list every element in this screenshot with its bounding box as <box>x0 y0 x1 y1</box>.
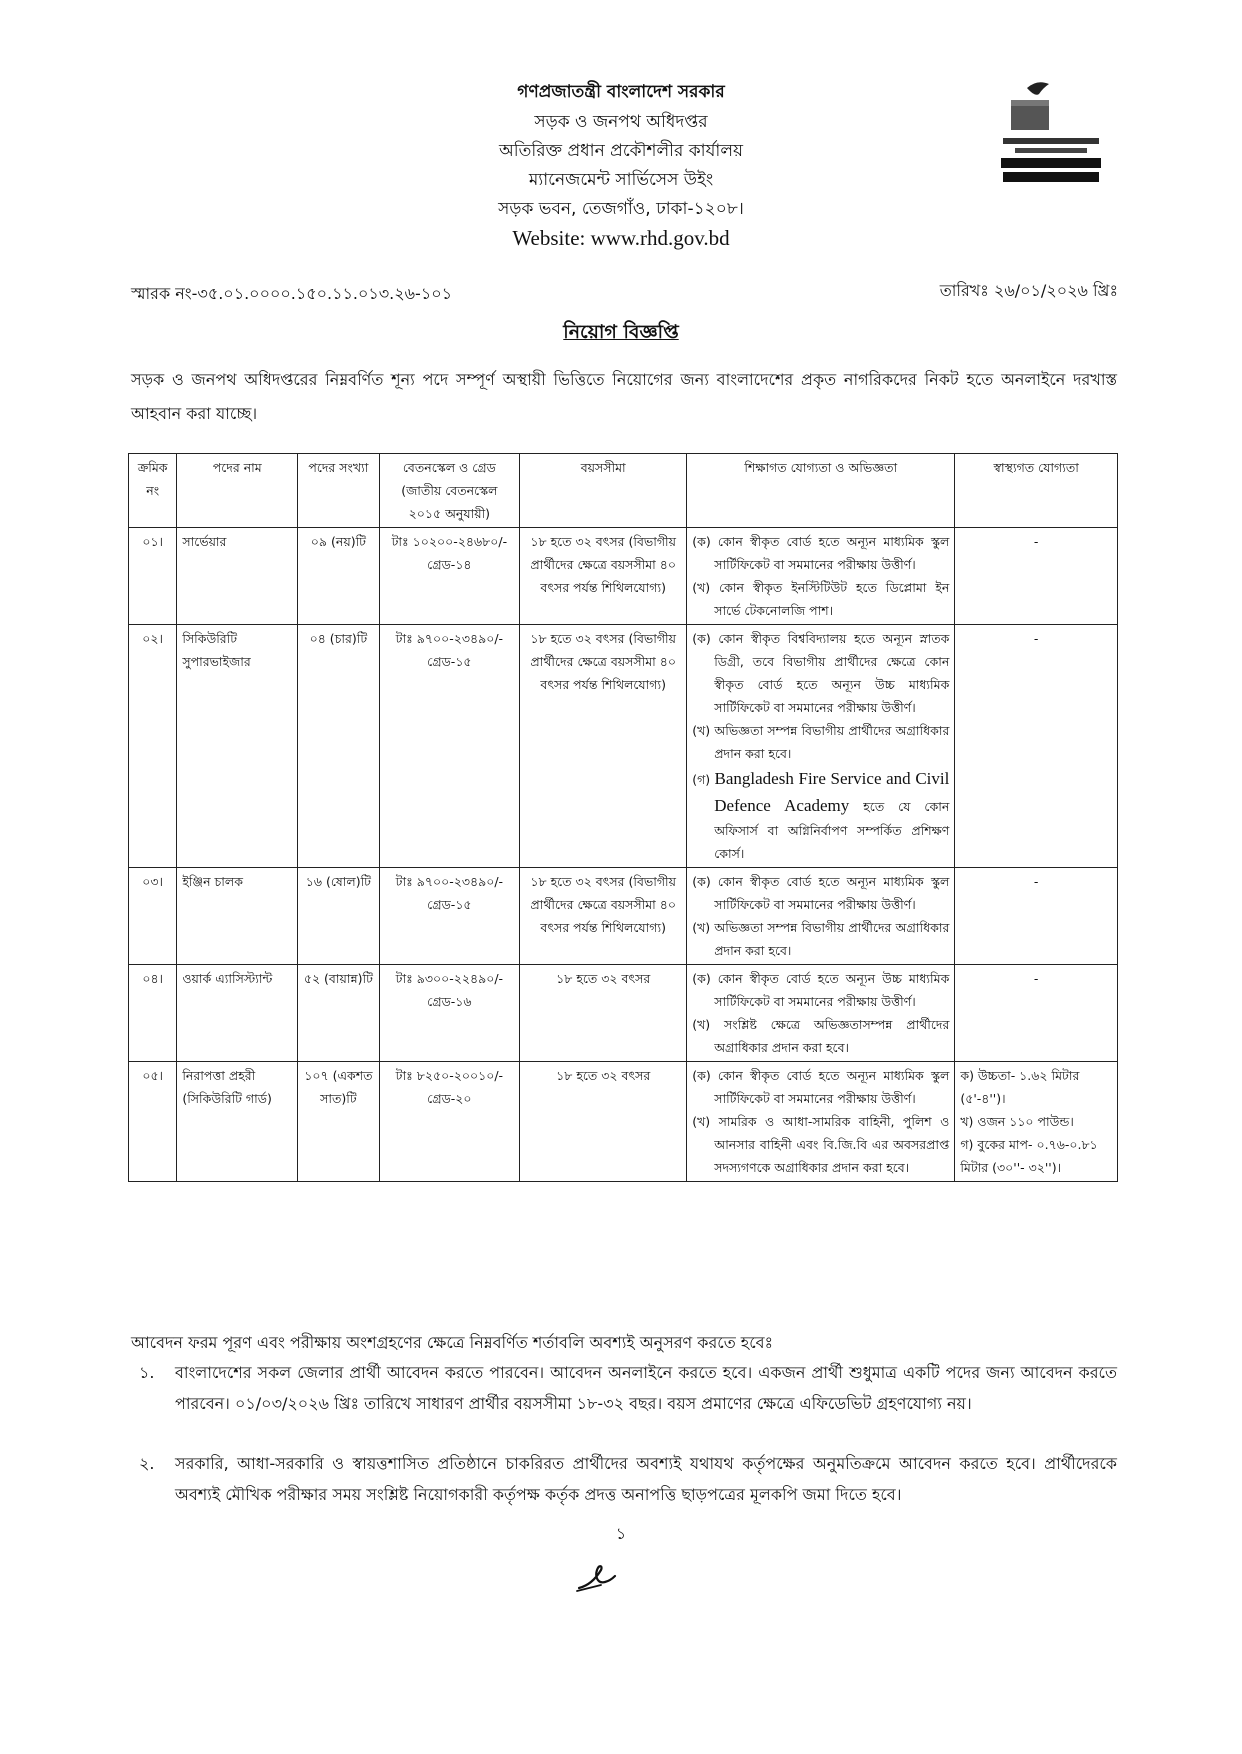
page-title: নিয়োগ বিজ্ঞপ্তি <box>563 321 679 343</box>
conditions-intro: আবেদন ফরম পূরণ এবং পরীক্ষায় অংশগ্রহণের ক্ষেত্রে নিম্নবর্ণিত শর্তাবলি অবশ্যই অনুসরণ করতে হবেঃ <box>131 1333 774 1352</box>
cell-post: ওয়ার্ক এ্যাসিস্ট্যান্ট <box>177 965 298 1062</box>
header-post: পদের নাম <box>177 454 298 528</box>
condition-item <box>131 1448 1117 1510</box>
signature-icon <box>575 1558 619 1598</box>
cell-serial: ০৫। <box>129 1062 177 1182</box>
cell-age: ১৮ হতে ৩২ বৎসর <box>520 965 687 1062</box>
cell-age: ১৮ হতে ৩২ বৎসর (বিভাগীয় প্রার্থীদের ক্ষেত্রে বয়সসীমা ৪০ বৎসর পর্যন্ত শিথিলযোগ্য) <box>520 528 687 625</box>
memo-date: তারিখঃ ২৬/০১/২০২৬ খ্রিঃ <box>939 281 1118 300</box>
header-scale: বেতনস্কেল ও গ্রেড (জাতীয় বেতনস্কেল ২০১৫ অনুযায়ী) <box>379 454 520 528</box>
cell-health <box>955 1062 1118 1182</box>
qualification-item: (ক) কোন স্বীকৃত বোর্ড হতে অন্যূন মাধ্যমিক স্কুল সার্টিফিকেট বা সমমানের পরীক্ষায় উত্তীর্ণ। <box>692 1068 950 1106</box>
qualification-item: (ক) কোন স্বীকৃত বোর্ড হতে অন্যূন মাধ্যমিক স্কুল সার্টিফিকেট বা সমমানের পরীক্ষায় উত্তীর্ণ। <box>692 874 950 912</box>
cell-qualification <box>687 965 955 1062</box>
qualification-item: (খ) সংশ্লিষ্ট ক্ষেত্রে অভিজ্ঞতাসম্পন্ন প্রার্থীদের অগ্রাধিকার প্রদান করা হবে। <box>692 1017 950 1055</box>
cell-count: ০৪ (চার)টি <box>298 625 379 868</box>
condition-text: সরকারি, আধা-সরকারি ও স্বায়ত্তশাসিত প্রতিষ্ঠানে চাকরিরত প্রার্থীদের অবশ্যই যথাযথ কর্তৃপক্ষের অনুমতিক্রমে আবেদন করতে হবে। প্রার্থীদেরকে অবশ্যই মৌখিক পরীক্ষার সময় সংশ্লিষ্ট নিয়োগকারী কর্তৃপক্ষ কর্তৃক প্রদত্ত অনাপত্তি ছাড়পত্রের মূলকপি জমা দিতে হবে। <box>175 1454 1117 1504</box>
cell-qualification <box>687 1062 955 1182</box>
qualification-item: (ক) কোন স্বীকৃত বোর্ড হতে অন্যূন উচ্চ মাধ্যমিক সার্টিফিকেট বা সমমানের পরীক্ষায় উত্তীর্ণ। <box>692 971 950 1009</box>
cell-health: - <box>955 965 1118 1062</box>
health-item: ক) উচ্চতা- ১.৬২ মিটার (৫'-৪'')। <box>960 1068 1080 1106</box>
cell-serial: ০৩। <box>129 868 177 965</box>
qualification-prefix: (গ) <box>692 772 711 787</box>
health-item: গ) বুকের মাপ- ০.৭৬-০.৮১ মিটার (৩০''- ৩২'')। <box>960 1137 1098 1175</box>
cell-serial: ০৪। <box>129 965 177 1062</box>
header-age: বয়সসীমা <box>520 454 687 528</box>
cell-post: নিরাপত্তা প্রহরী (সিকিউরিটি গার্ড) <box>177 1062 298 1182</box>
cell-age: ১৮ হতে ৩২ বৎসর (বিভাগীয় প্রার্থীদের ক্ষেত্রে বয়সসীমা ৪০ বৎসর পর্যন্ত শিথিলযোগ্য) <box>520 868 687 965</box>
cell-count: ০৯ (নয়)টি <box>298 528 379 625</box>
header-serial: ক্রমিক নং <box>129 454 177 528</box>
condition-number: ২. <box>139 1454 155 1473</box>
header-health: স্বাস্থ্যগত যোগ্যতা <box>955 454 1118 528</box>
table-row <box>129 965 1118 1062</box>
qualification-item: (খ) কোন স্বীকৃত ইনস্টিটিউট হতে ডিপ্লোমা ইন সার্ভে টেকনোলজি পাশ। <box>692 580 950 618</box>
election-logo-icon <box>1001 78 1101 198</box>
table-row <box>129 1062 1118 1182</box>
cell-serial: ০১। <box>129 528 177 625</box>
cell-post: সার্ভেয়ার <box>177 528 298 625</box>
cell-health: - <box>955 528 1118 625</box>
vacancy-table <box>128 453 1118 1182</box>
condition-item <box>131 1357 1117 1419</box>
cell-qualification <box>687 528 955 625</box>
office-address: সড়ক ভবন, তেজগাঁও, ঢাকা-১২০৮। <box>498 199 744 219</box>
qualification-item: (খ) সামরিক ও আধা-সামরিক বাহিনী, পুলিশ ও আনসার বাহিনী এবং বি.জি.বি এর অবসরপ্রাপ্ত সদস্যগণকে অগ্রাধিকার প্রদান করা হবে। <box>692 1114 950 1175</box>
wing-name: ম্যানেজমেন্ট সার্ভিসেস উইং <box>528 170 714 190</box>
cell-scale: টাঃ ৯৭০০-২৩৪৯০/- গ্রেড-১৫ <box>379 625 520 868</box>
qualification-suffix: হতে যে কোন অফিসার্স বা অগ্নিনির্বাপণ সম্পর্কিত প্রশিক্ষণ কোর্স। <box>714 799 950 861</box>
cell-serial: ০২। <box>129 625 177 868</box>
table-header-row <box>129 454 1118 528</box>
cell-scale: টাঃ ৯৩০০-২২৪৯০/- গ্রেড-১৬ <box>379 965 520 1062</box>
cell-health: - <box>955 868 1118 965</box>
cell-post: সিকিউরিটি সুপারভাইজার <box>177 625 298 868</box>
qualification-item: (ক) কোন স্বীকৃত বিশ্ববিদ্যালয় হতে অন্যূন স্নাতক ডিগ্রী, তবে বিভাগীয় প্রার্থীদের ক্ষেত্রে কোন স্বীকৃত বোর্ড হতে অন্যূন উচ্চ মাধ্যমিক সার্টিফিকেট বা সমমানের পরীক্ষায় উত্তীর্ণ। <box>692 631 950 715</box>
cell-post: ইঞ্জিন চালক <box>177 868 298 965</box>
qualification-item: (ক) কোন স্বীকৃত বোর্ড হতে অন্যূন মাধ্যমিক স্কুল সার্টিফিকেট বা সমমানের পরীক্ষায় উত্তীর্ণ। <box>692 534 950 572</box>
cell-qualification <box>687 868 955 965</box>
office-name: অতিরিক্ত প্রধান প্রকৌশলীর কার্যালয় <box>498 141 744 161</box>
cell-count: ১০৭ (একশত সাত)টি <box>298 1062 379 1182</box>
cell-scale: টাঃ ৮২৫০-২০০১০/- গ্রেড-২০ <box>379 1062 520 1182</box>
govt-title: গণপ্রজাতন্ত্রী বাংলাদেশ সরকার <box>517 82 725 102</box>
cell-age: ১৮ হতে ৩২ বৎসর (বিভাগীয় প্রার্থীদের ক্ষেত্রে বয়সসীমা ৪০ বৎসর পর্যন্ত শিথিলযোগ্য) <box>520 625 687 868</box>
cell-health: - <box>955 625 1118 868</box>
qualification-item: (খ) অভিজ্ঞতা সম্পন্ন বিভাগীয় প্রার্থীদের অগ্রাধিকার প্রদান করা হবে। <box>692 920 950 958</box>
qualification-item <box>692 765 949 865</box>
cell-count: ১৬ (ষোল)টি <box>298 868 379 965</box>
condition-number: ১. <box>139 1363 155 1382</box>
cell-scale: টাঃ ১০২০০-২৪৬৮০/- গ্রেড-১৪ <box>379 528 520 625</box>
table-row <box>129 528 1118 625</box>
cell-scale: টাঃ ৯৭০০-২৩৪৯০/- গ্রেড-১৫ <box>379 868 520 965</box>
website-link[interactable]: Website: www.rhd.gov.bd <box>512 226 730 250</box>
cell-qualification <box>687 625 955 868</box>
header-count: পদের সংখ্যা <box>298 454 379 528</box>
academy-name: Bangladesh Fire Service and Civil Defence Academy <box>714 769 950 815</box>
page-number: ১ <box>615 1524 627 1543</box>
cell-age: ১৮ হতে ৩২ বৎসর <box>520 1062 687 1182</box>
intro-paragraph: সড়ক ও জনপথ অধিদপ্তরের নিম্নবর্ণিত শূন্য পদে সম্পূর্ণ অস্থায়ী ভিত্তিতে নিয়োগের জন্য বাংলাদেশের প্রকৃত নাগরিকদের নিকট হতে অনলাইনে দরখাস্ত আহবান করা যাচ্ছে। <box>131 370 1117 423</box>
table-row <box>129 625 1118 868</box>
condition-text: বাংলাদেশের সকল জেলার প্রার্থী আবেদন করতে পারবেন। আবেদন অনলাইনে করতে হবে। একজন প্রার্থী শুধুমাত্র একটি পদের জন্য আবেদন করতে পারবেন। ০১/০৩/২০২৬ খ্রিঃ তারিখে সাধারণ প্রার্থীর বয়সসীমা ১৮-৩২ বছর। বয়স প্রমাণের ক্ষেত্রে এফিডেভিট গ্রহণযোগ্য নয়। <box>175 1363 1117 1413</box>
cell-count: ৫২ (বায়ান্ন)টি <box>298 965 379 1062</box>
table-row <box>129 868 1118 965</box>
header-qualification: শিক্ষাগত যোগ্যতা ও অভিজ্ঞতা <box>687 454 955 528</box>
department-name: সড়ক ও জনপথ অধিদপ্তর <box>534 112 708 132</box>
health-item: খ) ওজন ১১০ পাউন্ড। <box>960 1114 1074 1129</box>
memo-number: স্মারক নং-৩৫.০১.০০০০.১৫০.১১.০১৩.২৬-১০১ <box>131 284 453 303</box>
qualification-item: (খ) অভিজ্ঞতা সম্পন্ন বিভাগীয় প্রার্থীদের অগ্রাধিকার প্রদান করা হবে। <box>692 723 950 761</box>
